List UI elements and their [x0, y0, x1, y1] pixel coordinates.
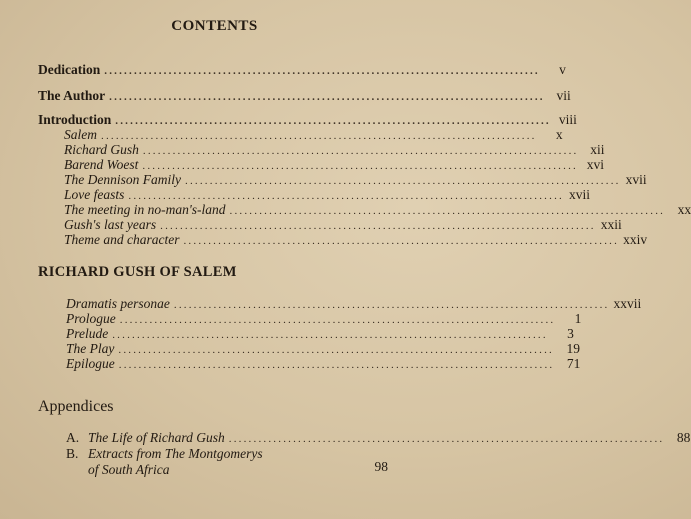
toc-entry-label: Epilogue [66, 356, 115, 371]
toc-entry-label: The Dennison Family [64, 172, 181, 187]
leader-dots: ........................................................................................ [109, 91, 545, 103]
toc-entry-label [66, 446, 263, 462]
toc-entry-label: Dramatis personae [66, 296, 170, 311]
leader-dots: ........................................................................................ [128, 190, 564, 202]
toc-entry-label: Introduction [38, 112, 112, 127]
appendix-letter: A. [66, 430, 80, 445]
toc-entry-page: v [559, 62, 566, 77]
toc-subentry [66, 356, 581, 373]
leader-dots: ........................................................................................ [183, 235, 620, 247]
toc-entry-page: x [555, 127, 563, 142]
appendix-title-continued: of South Africa [88, 462, 170, 477]
toc-entry-label: Prologue [66, 311, 116, 326]
toc-entry-page: viii [558, 112, 577, 127]
toc-entry-page: xxii [600, 217, 622, 232]
toc-entry-page: 98 [374, 459, 388, 474]
toc-appendix-a [66, 430, 691, 447]
toc-entry-label: Dedication [38, 62, 101, 77]
toc-entry-page: 19 [566, 341, 580, 356]
toc-entry-page: xxvii [613, 296, 642, 311]
leader-dots: ........................................................................................ [160, 220, 596, 232]
toc-entry-page: 1 [574, 311, 582, 326]
toc-entry-label: Salem [64, 127, 97, 142]
toc-entry-page: xx [677, 202, 691, 217]
toc-entry-label: Barend Woest [64, 157, 139, 172]
toc-entry-page: 71 [566, 356, 581, 371]
section-heading-play: RICHARD GUSH OF SALEM [38, 264, 237, 280]
toc-entry-page: 3 [567, 326, 574, 341]
toc-appendix-b-line1 [66, 446, 388, 462]
toc-entry-author [38, 88, 571, 105]
toc-entry-page: xvii [568, 187, 590, 202]
section-heading-appendices: Appendices [38, 398, 114, 415]
toc-entry-label: The Author [38, 88, 106, 103]
leader-dots: ........................................................................................ [119, 314, 556, 326]
appendix-title: Extracts from The Montgomerys [88, 446, 263, 461]
leader-dots: ........................................................................................ [142, 145, 579, 157]
toc-entry-page: xii [590, 142, 605, 157]
toc-entry-page: xvii [625, 172, 647, 187]
leader-dots: ........................................................................................ [229, 205, 666, 217]
appendix-title: The Life of Richard Gush [88, 430, 225, 445]
leader-dots: ........................................................................................ [185, 175, 621, 187]
leader-dots: ........................................................................................ [228, 433, 665, 445]
toc-entry-page: 88 [676, 430, 691, 445]
toc-entry-label: The meeting in no-man's-land [64, 202, 226, 217]
toc-entry-label: Theme and character [64, 232, 180, 247]
toc-entry-page: xvi [586, 157, 604, 172]
page-title: CONTENTS [171, 18, 258, 34]
leader-dots: ........................................................................................ [104, 65, 540, 77]
toc-entry-label: Prelude [66, 326, 109, 341]
toc-entry-label: Richard Gush [64, 142, 139, 157]
toc-entry-page: vii [556, 88, 571, 103]
toc-entry-page: xxiv [623, 232, 648, 247]
toc-entry-dedication [38, 62, 566, 79]
leader-dots: ........................................................................................ [142, 160, 578, 172]
toc-entry-label [66, 430, 225, 446]
appendix-letter: B. [66, 446, 79, 461]
leader-dots: ........................................................................................ [118, 344, 554, 356]
toc-entry-label: Love feasts [64, 187, 125, 202]
leader-dots: ........................................................................................ [101, 130, 537, 142]
toc-subentry [64, 232, 648, 249]
leader-dots: ........................................................................................ [118, 359, 555, 371]
leader-dots: ........................................................................................ [112, 329, 548, 341]
toc-appendix-b-line2 [88, 459, 388, 479]
leader-dots: ........................................................................................ [173, 299, 610, 311]
leader-dots: ........................................................................................ [115, 115, 551, 127]
toc-entry-label: The Play [66, 341, 115, 356]
toc-entry-label: Gush's last years [64, 217, 157, 232]
